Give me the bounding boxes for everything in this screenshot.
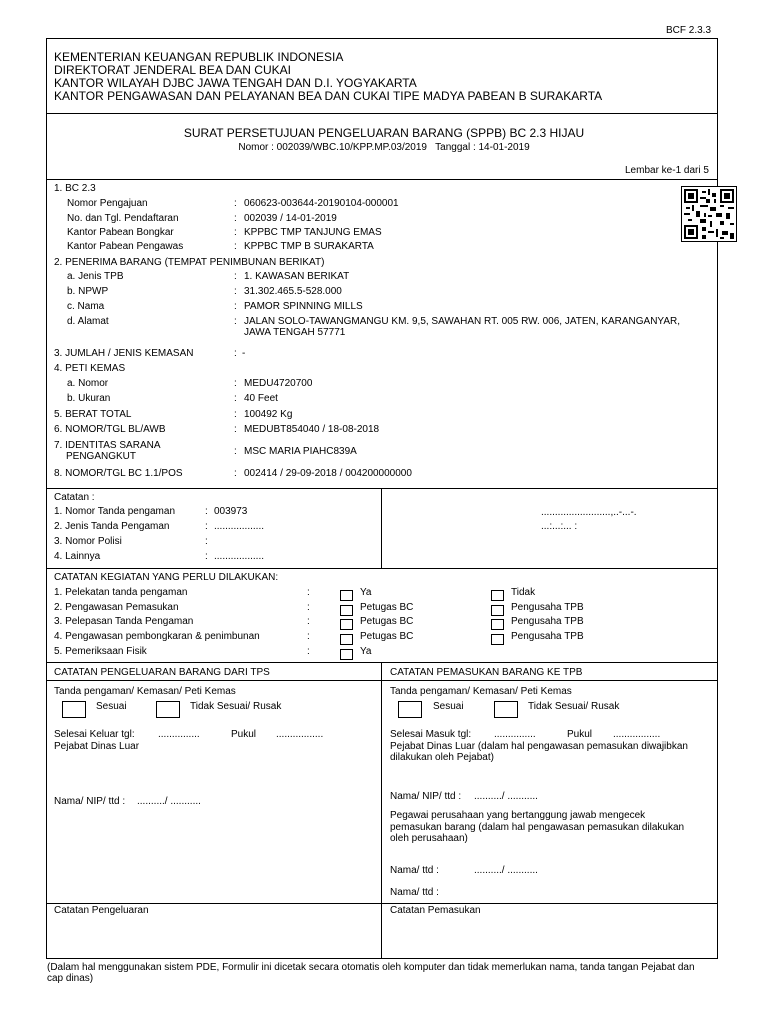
sec4-value: 40 Feet: [244, 393, 278, 404]
sec1-title: 1. BC 2.3: [54, 183, 96, 194]
frame-bottom: [46, 958, 718, 959]
sec2-value: PAMOR SPINNING MILLS: [244, 301, 363, 312]
pukul-label: Pukul: [231, 729, 257, 740]
selesai-keluar-label: Selesai Keluar tgl:: [54, 729, 135, 740]
colon: :: [234, 227, 237, 238]
divider-tps-header: [46, 680, 718, 681]
option-label: Pengusaha TPB: [511, 602, 584, 613]
colon: :: [234, 424, 237, 435]
sec7-value: MSC MARIA PIAHC839A: [244, 446, 357, 457]
sesuai-checkbox[interactable]: [62, 701, 86, 718]
kegiatan-title: CATATAN KEGIATAN YANG PERLU DILAKUKAN:: [54, 572, 279, 583]
colon: :: [307, 616, 310, 627]
catatan-place-date: .........................,..-...-.: [541, 507, 637, 518]
colon: :: [307, 587, 310, 598]
pejabat-label: Pejabat Dinas Luar (dalam hal pengawasan pemasukan diwajibkan: [390, 741, 688, 752]
header-directorate: DIREKTORAT JENDERAL BEA DAN CUKAI: [54, 63, 291, 77]
sec4-label: a. Nomor: [67, 378, 109, 389]
option-label: Ya: [360, 587, 372, 598]
time-dots: .................: [276, 729, 324, 740]
colon: :: [234, 446, 237, 457]
pejabat-label: Pejabat Dinas Luar: [54, 741, 140, 752]
sheet-number: Lembar ke-1 dari 5: [625, 165, 709, 176]
nama-ttd-dots: ........../ ...........: [474, 865, 538, 876]
sesuai-label: Sesuai: [433, 701, 464, 712]
option-label: Tidak: [511, 587, 536, 598]
address-line2: JAWA TENGAH 57771: [244, 327, 346, 338]
sec4-label: b. Ukuran: [67, 393, 111, 404]
colon: :: [307, 646, 310, 657]
kegiatan-label: 4. Pengawasan pembongkaran & penimbunan: [54, 631, 260, 642]
sec7-label-cont: PENGANGKUT: [66, 451, 137, 462]
sec1-label: Nomor Pengajuan: [67, 198, 148, 209]
pejabat-label-cont: dilakukan oleh Pejabat): [390, 752, 494, 763]
checkbox[interactable]: [340, 634, 353, 645]
sec2-value: 1. KAWASAN BERIKAT: [244, 271, 350, 282]
colon: :: [205, 506, 208, 517]
frame-left: [46, 38, 47, 958]
colon: :: [234, 348, 237, 359]
colon: :: [205, 551, 208, 562]
catatan-label: 1. Nomor Tanda pengaman: [54, 506, 176, 517]
option-label: Petugas BC: [360, 631, 414, 642]
catatan-label: 3. Nomor Polisi: [54, 536, 122, 547]
sec2-label: d. Alamat: [67, 316, 109, 327]
checkbox[interactable]: [340, 619, 353, 630]
divider-header: [46, 113, 718, 114]
sec1-label: Kantor Pabean Bongkar: [67, 227, 174, 238]
sec7-label: 7. IDENTITAS SARANA: [54, 440, 161, 451]
kegiatan-label: 1. Pelekatan tanda pengaman: [54, 587, 188, 598]
sec3-value: -: [242, 348, 246, 359]
catatan-value: 003973: [214, 506, 248, 517]
nama-ttd-label-2: Nama/ ttd :: [390, 887, 439, 898]
sec4-value: MEDU4720700: [244, 378, 313, 389]
tps-split: [381, 662, 382, 958]
pegawai-label-cont2: oleh perusahaan): [390, 833, 468, 844]
checkbox[interactable]: [491, 590, 504, 601]
time-dots: .................: [613, 729, 661, 740]
kegiatan-label: 5. Pemeriksaan Fisik: [54, 646, 147, 657]
catatan-label: 2. Jenis Tanda Pengaman: [54, 521, 170, 532]
frame-top: [46, 38, 718, 39]
sec2-value: 31.302.465.5-528.000: [244, 286, 342, 297]
catatan-split: [381, 488, 382, 568]
colon: :: [234, 241, 237, 252]
sec1-value: 002039 / 14-01-2019: [244, 213, 337, 224]
address-line1: JALAN SOLO-TAWANGMANGU KM. 9,5, SAWAHAN RT. 005 RW. 006, JATEN, KARANGANYAR,: [244, 316, 681, 327]
sec2-label: c. Nama: [67, 301, 105, 312]
nama-nip-dots: ........../ ...........: [474, 791, 538, 802]
checkbox[interactable]: [340, 605, 353, 616]
sec2-title: 2. PENERIMA BARANG (TEMPAT PENIMBUNAN BERIKAT): [54, 257, 325, 268]
catatan-value: ..................: [214, 521, 265, 532]
colon: :: [307, 602, 310, 613]
pengeluaran-tanda: Tanda pengaman/ Kemasan/ Peti Kemas: [54, 686, 236, 697]
catatan-pemasukan-label: Catatan Pemasukan: [390, 905, 481, 916]
checkbox[interactable]: [340, 590, 353, 601]
sec6-value: MEDUBT854040 / 18-08-2018: [244, 424, 380, 435]
sec3-label: 3. JUMLAH / JENIS KEMASAN: [54, 348, 194, 359]
sesuai-label: Sesuai: [96, 701, 127, 712]
sec5-value: 100492 Kg: [244, 409, 293, 420]
colon: :: [234, 409, 237, 420]
colon: :: [205, 521, 208, 532]
tidak-sesuai-label: Tidak Sesuai/ Rusak: [528, 701, 620, 712]
catatan-value: ..................: [214, 551, 265, 562]
tidak-sesuai-checkbox[interactable]: [494, 701, 518, 718]
doc-number-date: Nomor : 002039/WBC.10/KPP.MP.03/2019 Tanggal : 14-01-2019: [238, 142, 530, 153]
option-label: Pengusaha TPB: [511, 631, 584, 642]
sec5-label: 5. BERAT TOTAL: [54, 409, 132, 420]
colon: :: [234, 301, 237, 312]
header-customs-office: KANTOR PENGAWASAN DAN PELAYANAN BEA DAN CUKAI TIPE MADYA PABEAN B SURAKARTA: [54, 89, 603, 103]
colon: :: [234, 393, 237, 404]
divider-catatan-akhir: [46, 903, 718, 904]
divider-catatan: [46, 488, 718, 489]
doc-title: SURAT PERSETUJUAN PENGELUARAN BARANG (SPPB) BC 2.3 HIJAU: [183, 126, 585, 140]
header-regional-office: KANTOR WILAYAH DJBC JAWA TENGAH DAN D.I. YOGYAKARTA: [54, 76, 417, 90]
kegiatan-label: 2. Pengawasan Pemasukan: [54, 602, 179, 613]
catatan-label: 4. Lainnya: [54, 551, 101, 562]
header-ministry: KEMENTERIAN KEUANGAN REPUBLIK INDONESIA: [54, 50, 344, 64]
divider-title: [46, 179, 718, 180]
sec1-label: Kantor Pabean Pengawas: [67, 241, 184, 252]
date-dots: ...............: [494, 729, 536, 740]
sec6-label: 6. NOMOR/TGL BL/AWB: [54, 424, 166, 435]
sec1-value: KPPBC TMP B SURAKARTA: [244, 241, 374, 252]
tidak-sesuai-label: Tidak Sesuai/ Rusak: [190, 701, 282, 712]
option-label: Petugas BC: [360, 602, 414, 613]
sec1-label: No. dan Tgl. Pendaftaran: [67, 213, 179, 224]
colon: :: [234, 213, 237, 224]
kegiatan-label: 3. Pelepasan Tanda Pengaman: [54, 616, 194, 627]
footer-note-cont: cap dinas): [47, 973, 94, 984]
date-dots: ...............: [158, 729, 200, 740]
checkbox[interactable]: [340, 649, 353, 660]
pegawai-label: Pegawai perusahaan yang bertanggung jawab mengecek: [390, 810, 646, 821]
option-label: Pengusaha TPB: [511, 616, 584, 627]
divider-kegiatan: [46, 568, 718, 569]
nama-nip-label: Nama/ NIP/ ttd :: [390, 791, 462, 802]
checkbox[interactable]: [491, 605, 504, 616]
checkbox[interactable]: [491, 634, 504, 645]
colon: :: [234, 286, 237, 297]
footer-note: (Dalam hal menggunakan sistem PDE, Formulir ini dicetak secara otomatis oleh komputer dan tidak memerlukan nama, tanda tangan Pejabat dan: [47, 962, 695, 973]
sec1-value: KPPBC TMP TANJUNG EMAS: [244, 227, 382, 238]
pukul-label: Pukul: [567, 729, 593, 740]
nama-nip-label: Nama/ NIP/ ttd :: [54, 796, 126, 807]
form-code: BCF 2.3.3: [666, 25, 712, 36]
colon: :: [307, 631, 310, 642]
pegawai-label-cont: pemasukan barang (dalam hal pengawasan pemasukan dilakukan: [390, 822, 685, 833]
pemasukan-tanda: Tanda pengaman/ Kemasan/ Peti Kemas: [390, 686, 572, 697]
divider-tps: [46, 662, 718, 663]
selesai-masuk-label: Selesai Masuk tgl:: [390, 729, 472, 740]
colon: :: [234, 198, 237, 209]
checkbox[interactable]: [491, 619, 504, 630]
frame-right: [717, 38, 718, 958]
catatan-title: Catatan :: [54, 492, 95, 503]
option-label: Ya: [360, 646, 372, 657]
pengeluaran-title: CATATAN PENGELUARAN BARANG DARI TPS: [54, 667, 270, 678]
colon: :: [234, 316, 237, 327]
catatan-pengeluaran-label: Catatan Pengeluaran: [54, 905, 149, 916]
nama-ttd-label: Nama/ ttd :: [390, 865, 439, 876]
colon: :: [205, 536, 208, 547]
sec8-label: 8. NOMOR/TGL BC 1.1/POS: [54, 468, 183, 479]
option-label: Petugas BC: [360, 616, 414, 627]
qr-code: [681, 186, 737, 242]
sec8-value: 002414 / 29-09-2018 / 004200000000: [244, 468, 412, 479]
sec2-label: a. Jenis TPB: [67, 271, 124, 282]
nama-nip-dots: ........../ ...........: [137, 796, 201, 807]
pemasukan-title: CATATAN PEMASUKAN BARANG KE TPB: [390, 667, 583, 678]
sec4-title: 4. PETI KEMAS: [54, 363, 126, 374]
sec2-label: b. NPWP: [67, 286, 109, 297]
sec1-value: 060623-003644-20190104-000001: [244, 198, 399, 209]
colon: :: [234, 468, 237, 479]
catatan-time: ...:...:... :: [541, 521, 578, 532]
colon: :: [234, 271, 237, 282]
tidak-sesuai-checkbox[interactable]: [156, 701, 180, 718]
colon: :: [234, 378, 237, 389]
sesuai-checkbox[interactable]: [398, 701, 422, 718]
